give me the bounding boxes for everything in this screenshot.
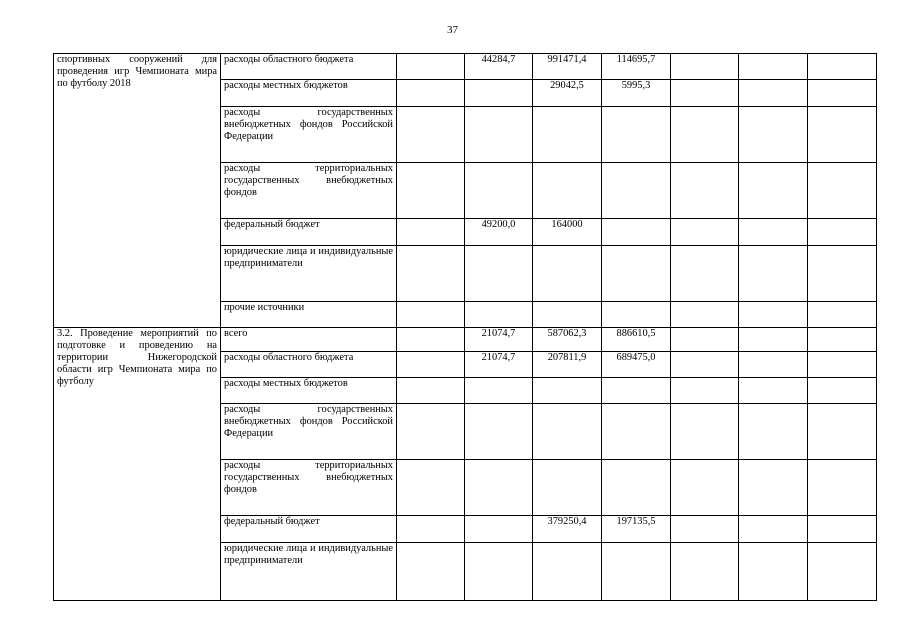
value-cell bbox=[533, 163, 602, 219]
value-cell bbox=[602, 378, 671, 404]
value-cell: 164000 bbox=[533, 219, 602, 246]
value-cell bbox=[671, 302, 739, 328]
value-cell: 44284,7 bbox=[465, 54, 533, 80]
value-cell bbox=[671, 543, 739, 601]
value-cell bbox=[671, 352, 739, 378]
value-cell bbox=[671, 328, 739, 352]
value-cell bbox=[602, 543, 671, 601]
value-cell bbox=[465, 246, 533, 302]
value-cell: 207811,9 bbox=[533, 352, 602, 378]
value-cell bbox=[808, 246, 877, 302]
value-cell bbox=[602, 219, 671, 246]
value-cell bbox=[739, 352, 808, 378]
value-cell bbox=[808, 378, 877, 404]
value-cell bbox=[397, 404, 465, 460]
value-cell: 991471,4 bbox=[533, 54, 602, 80]
value-cell bbox=[739, 404, 808, 460]
value-cell bbox=[397, 107, 465, 163]
value-cell: 29042,5 bbox=[533, 80, 602, 107]
funding-source-cell: всего bbox=[221, 328, 397, 352]
event-name-cell: 3.2. Проведение мероприятий по подготовке и проведению на территории Нижегородской области игр Чемпионата мира по футболу bbox=[54, 328, 221, 601]
value-cell bbox=[671, 219, 739, 246]
value-cell bbox=[397, 163, 465, 219]
value-cell bbox=[465, 378, 533, 404]
value-cell bbox=[397, 80, 465, 107]
funding-source-cell: расходы территориальных государственных внебюджетных фондов bbox=[221, 163, 397, 219]
value-cell bbox=[671, 378, 739, 404]
funding-source-cell: расходы местных бюджетов bbox=[221, 378, 397, 404]
value-cell bbox=[465, 107, 533, 163]
value-cell bbox=[465, 516, 533, 543]
value-cell bbox=[808, 328, 877, 352]
value-cell bbox=[397, 460, 465, 516]
value-cell bbox=[739, 378, 808, 404]
value-cell bbox=[739, 328, 808, 352]
value-cell: 379250,4 bbox=[533, 516, 602, 543]
value-cell bbox=[808, 107, 877, 163]
value-cell bbox=[808, 404, 877, 460]
value-cell bbox=[465, 460, 533, 516]
value-cell bbox=[533, 107, 602, 163]
value-cell bbox=[671, 163, 739, 219]
value-cell bbox=[465, 543, 533, 601]
value-cell bbox=[602, 246, 671, 302]
value-cell bbox=[808, 80, 877, 107]
value-cell bbox=[397, 219, 465, 246]
funding-source-cell: федеральный бюджет bbox=[221, 516, 397, 543]
value-cell bbox=[465, 163, 533, 219]
value-cell bbox=[808, 54, 877, 80]
value-cell bbox=[739, 163, 808, 219]
budget-table bbox=[53, 53, 877, 601]
value-cell bbox=[533, 302, 602, 328]
value-cell: 5995,3 bbox=[602, 80, 671, 107]
funding-source-cell: прочие источники bbox=[221, 302, 397, 328]
value-cell bbox=[808, 163, 877, 219]
event-name-cell: спортивных сооружений для проведения игр Чемпионата мира по футболу 2018 bbox=[54, 54, 221, 328]
value-cell bbox=[602, 460, 671, 516]
value-cell bbox=[739, 460, 808, 516]
value-cell: 49200,0 bbox=[465, 219, 533, 246]
value-cell bbox=[808, 219, 877, 246]
funding-source-cell: федеральный бюджет bbox=[221, 219, 397, 246]
value-cell bbox=[739, 302, 808, 328]
value-cell: 21074,7 bbox=[465, 352, 533, 378]
value-cell bbox=[533, 246, 602, 302]
funding-source-cell: расходы местных бюджетов bbox=[221, 80, 397, 107]
value-cell bbox=[808, 543, 877, 601]
value-cell bbox=[397, 378, 465, 404]
value-cell bbox=[671, 516, 739, 543]
value-cell bbox=[671, 54, 739, 80]
value-cell: 886610,5 bbox=[602, 328, 671, 352]
value-cell bbox=[808, 302, 877, 328]
value-cell bbox=[533, 378, 602, 404]
value-cell bbox=[533, 404, 602, 460]
table-row bbox=[54, 54, 877, 80]
value-cell bbox=[671, 246, 739, 302]
value-cell: 197135,5 bbox=[602, 516, 671, 543]
value-cell bbox=[808, 460, 877, 516]
value-cell: 689475,0 bbox=[602, 352, 671, 378]
funding-source-cell: расходы областного бюджета bbox=[221, 54, 397, 80]
value-cell bbox=[671, 107, 739, 163]
funding-source-cell: расходы областного бюджета bbox=[221, 352, 397, 378]
value-cell bbox=[465, 302, 533, 328]
value-cell: 21074,7 bbox=[465, 328, 533, 352]
funding-source-cell: юридические лица и индивидуальные предприниматели bbox=[221, 543, 397, 601]
value-cell bbox=[671, 80, 739, 107]
funding-source-cell: расходы государственных внебюджетных фондов Российской Федерации bbox=[221, 107, 397, 163]
value-cell bbox=[397, 352, 465, 378]
value-cell bbox=[739, 516, 808, 543]
value-cell bbox=[533, 543, 602, 601]
value-cell bbox=[739, 80, 808, 107]
value-cell bbox=[465, 80, 533, 107]
value-cell bbox=[671, 404, 739, 460]
value-cell bbox=[397, 302, 465, 328]
value-cell bbox=[739, 107, 808, 163]
value-cell bbox=[397, 246, 465, 302]
value-cell bbox=[739, 543, 808, 601]
value-cell: 114695,7 bbox=[602, 54, 671, 80]
value-cell bbox=[808, 352, 877, 378]
value-cell: 587062,3 bbox=[533, 328, 602, 352]
value-cell bbox=[465, 404, 533, 460]
value-cell bbox=[602, 404, 671, 460]
table-row bbox=[54, 328, 877, 352]
value-cell bbox=[602, 107, 671, 163]
value-cell bbox=[602, 302, 671, 328]
value-cell bbox=[671, 460, 739, 516]
value-cell bbox=[397, 54, 465, 80]
funding-source-cell: расходы государственных внебюджетных фондов Российской Федерации bbox=[221, 404, 397, 460]
value-cell bbox=[739, 219, 808, 246]
value-cell bbox=[397, 328, 465, 352]
funding-source-cell: расходы территориальных государственных внебюджетных фондов bbox=[221, 460, 397, 516]
value-cell bbox=[739, 246, 808, 302]
value-cell bbox=[397, 516, 465, 543]
value-cell bbox=[808, 516, 877, 543]
funding-source-cell: юридические лица и индивидуальные предприниматели bbox=[221, 246, 397, 302]
value-cell bbox=[602, 163, 671, 219]
page-number: 37 bbox=[447, 24, 458, 36]
value-cell bbox=[739, 54, 808, 80]
value-cell bbox=[397, 543, 465, 601]
value-cell bbox=[533, 460, 602, 516]
